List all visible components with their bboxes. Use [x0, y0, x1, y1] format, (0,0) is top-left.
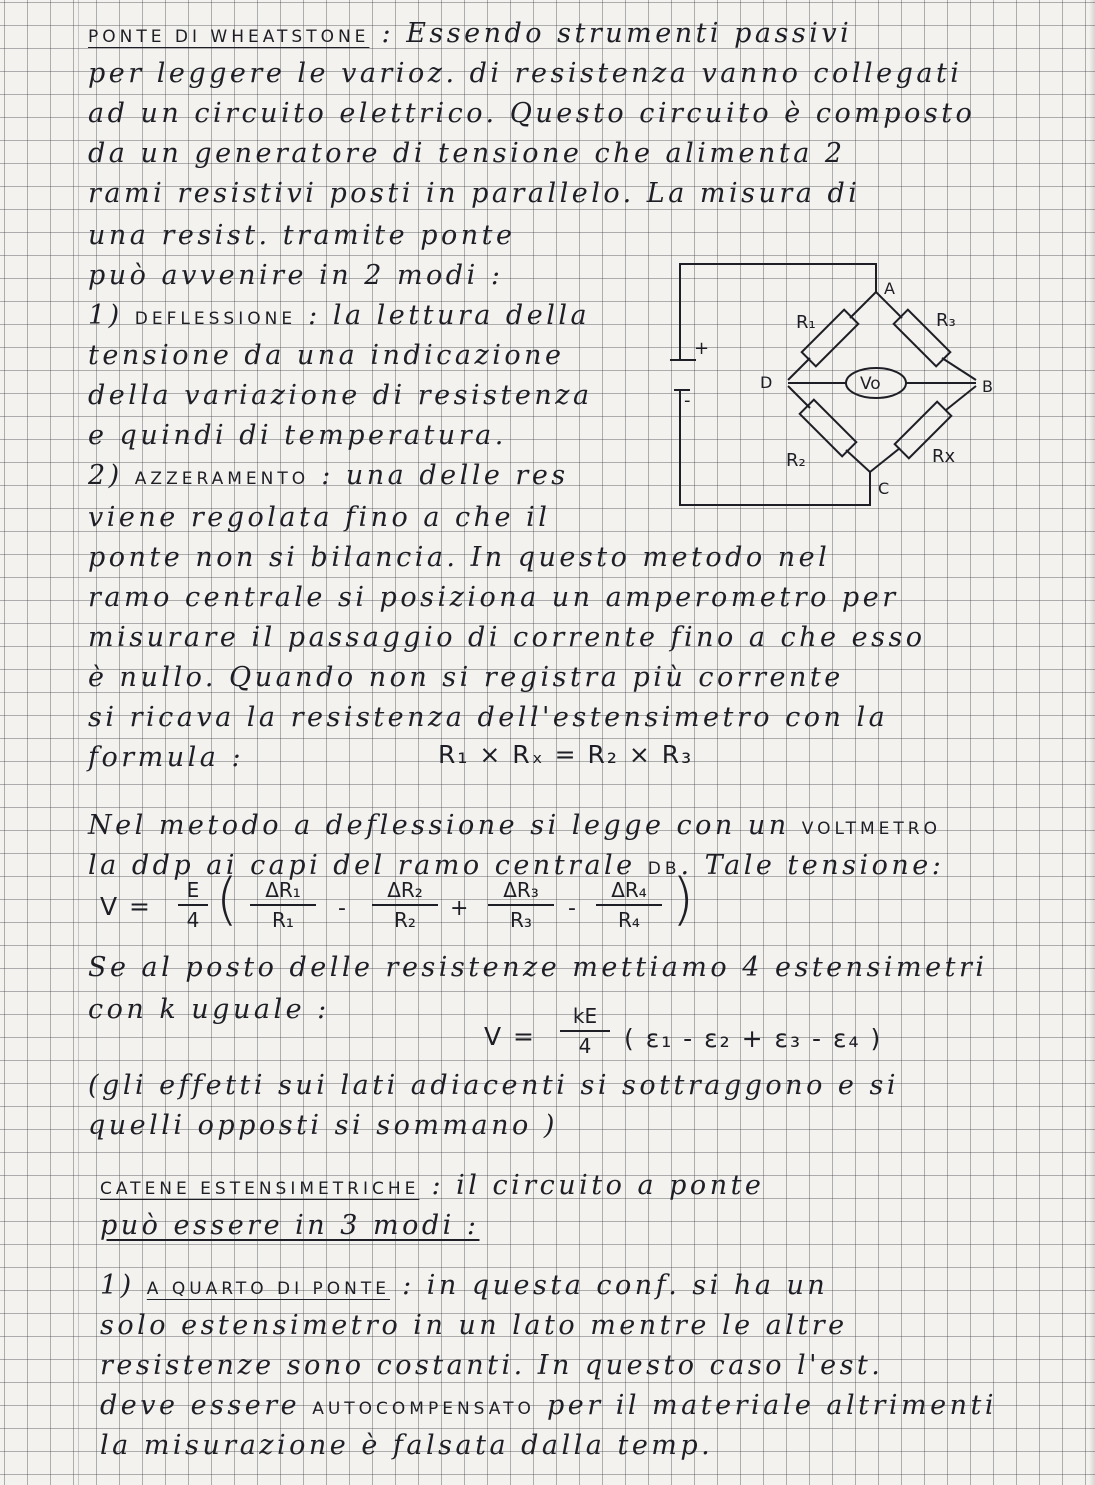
term-2	[372, 878, 438, 932]
text-segment: deve essere	[100, 1390, 313, 1421]
strain-coefficient-numerator: kE	[560, 1004, 610, 1032]
term-1	[250, 878, 316, 932]
text-line	[88, 220, 515, 252]
strain-lhs: V =	[484, 1022, 536, 1051]
text-segment: resistenze sono costanti. In questo caso l'est.	[100, 1350, 884, 1381]
text-line	[88, 742, 244, 774]
text-segment: : la lettura della	[296, 300, 591, 331]
text-line	[88, 810, 941, 845]
term-4-denominator: R₄	[618, 908, 640, 932]
voltmeter-label: Vo	[860, 374, 881, 394]
term-4-numerator: ΔR₄	[596, 878, 662, 906]
caps-heading: PONTE DI WHEATSTONE	[88, 27, 370, 47]
resistor-r2	[800, 400, 857, 457]
text-line	[88, 1110, 558, 1142]
battery-minus-label: -	[684, 390, 691, 411]
text-line	[100, 1170, 764, 1205]
term-4	[596, 878, 662, 932]
strain-body: ( ε₁ - ε₂ + ε₃ - ε₄ )	[624, 1024, 883, 1053]
node-a-label: A	[884, 279, 895, 298]
text-line	[100, 1310, 848, 1342]
sign-1: -	[338, 896, 346, 921]
caps-heading: AZZERAMENTO	[134, 469, 310, 489]
text-segment: della variazione di resistenza	[88, 380, 593, 411]
battery-plus-label: +	[694, 338, 710, 359]
text-line	[88, 622, 926, 654]
wire-d-r1	[788, 358, 810, 380]
text-segment: la ddp ai capi del ramo centrale	[88, 850, 648, 881]
term-3-numerator: ΔR₃	[488, 878, 554, 906]
deflection-coefficient	[178, 878, 208, 932]
text-segment: e quindi di temperatura.	[88, 420, 507, 451]
sign-2: +	[450, 896, 469, 921]
open-paren: (	[216, 867, 238, 932]
strain-coefficient-denominator: 4	[578, 1034, 592, 1058]
text-segment: Se al posto delle resistenze mettiamo 4 estensimetri	[88, 952, 988, 983]
wire-d-r2	[788, 386, 810, 408]
wire-b-r3	[942, 358, 976, 380]
text-line	[88, 994, 330, 1026]
text-segment: quelli opposti si sommano )	[88, 1110, 558, 1141]
text-line	[88, 460, 569, 495]
caps-heading: CATENE ESTENSIMETRICHE	[100, 1179, 420, 1199]
term-2-numerator: ΔR₂	[372, 878, 438, 906]
term-1-numerator: ΔR₁	[250, 878, 316, 906]
term-3-denominator: R₃	[510, 908, 532, 932]
text-line	[88, 340, 564, 372]
node-c-label: C	[878, 479, 890, 498]
text-line	[88, 18, 852, 53]
text-segment: da un generatore di tensione che alimenta 2	[88, 138, 846, 169]
notebook-margin-line	[78, 0, 79, 1485]
wire-bottom	[680, 400, 870, 505]
wire-a-r1	[850, 292, 876, 318]
text-line	[88, 1070, 899, 1102]
wire-c-rx	[870, 448, 900, 472]
text-segment: ponte non si bilancia. In questo metodo nel	[88, 542, 831, 573]
text-segment: 1)	[88, 300, 135, 331]
text-line	[88, 138, 846, 170]
text-line	[100, 1210, 479, 1242]
text-line	[88, 502, 550, 534]
text-line	[88, 380, 593, 412]
text-segment: per il materiale altrimenti	[534, 1390, 998, 1421]
text-segment: viene regolata fino a che il	[88, 502, 551, 533]
text-segment: ramo centrale si posiziona un amperometro per	[88, 582, 899, 613]
text-segment: con k uguale :	[88, 994, 330, 1025]
text-segment: è nullo. Quando non si registra più corrente	[88, 662, 844, 693]
close-paren: )	[672, 867, 694, 932]
text-line	[88, 582, 899, 614]
rx-label: Rx	[932, 446, 956, 467]
text-line	[88, 98, 975, 130]
caps-heading: A QUARTO DI PONTE	[146, 1279, 391, 1299]
balance-formula: R₁ × Rₓ = R₂ × R₃	[438, 740, 694, 769]
text-line	[88, 542, 830, 574]
text-line	[88, 662, 844, 694]
text-segment: : in questa conf. si ha un	[390, 1270, 829, 1301]
caps-heading: DEFLESSIONE	[134, 309, 297, 329]
text-line	[100, 1270, 828, 1305]
text-line	[88, 952, 988, 984]
text-segment: può avvenire in 2 modi :	[88, 260, 504, 291]
strain-coefficient	[560, 1004, 610, 1058]
node-d-label: D	[760, 373, 773, 392]
coefficient-numerator: E	[178, 878, 208, 906]
text-line	[88, 702, 888, 734]
page-edge-shadow	[1089, 0, 1095, 1485]
text-segment: : una delle res	[309, 460, 569, 491]
text-segment: può essere in 3 modi :	[100, 1210, 480, 1241]
text-segment: una resist. tramite ponte	[88, 220, 516, 251]
text-segment: . Tale tensione:	[680, 850, 945, 881]
wheatstone-bridge-diagram	[670, 250, 1000, 520]
caps-heading: VOLTMETRO	[801, 819, 941, 839]
wire-b-rx	[946, 386, 976, 410]
term-2-denominator: R₂	[394, 908, 416, 932]
text-segment: 1)	[100, 1270, 147, 1301]
text-segment: : il circuito a ponte	[419, 1170, 765, 1201]
coefficient-denominator: 4	[186, 908, 200, 932]
sign-3: -	[568, 896, 576, 921]
caps-heading: AUTOCOMPENSATO	[312, 1399, 535, 1419]
text-line	[88, 178, 860, 210]
text-line	[88, 420, 507, 452]
text-line	[100, 1390, 997, 1425]
r2-label: R₂	[786, 450, 806, 471]
text-line	[100, 1350, 883, 1382]
text-line	[88, 58, 962, 90]
text-segment: (gli effetti sui lati adiacenti si sottraggono e si	[88, 1070, 899, 1101]
term-3	[488, 878, 554, 932]
text-line	[88, 300, 590, 335]
caps-heading: DB	[647, 859, 681, 879]
text-segment: si ricava la resistenza dell'estensimetro con la	[88, 702, 889, 733]
text-line	[100, 1430, 713, 1462]
wire-top	[680, 264, 876, 334]
text-segment: rami resistivi posti in parallelo. La misura di	[88, 178, 861, 209]
text-segment: formula :	[88, 742, 245, 773]
text-segment: la misurazione è falsata dalla temp.	[100, 1430, 714, 1461]
text-segment: tensione da una indicazione	[88, 340, 565, 371]
deflection-lhs: V =	[100, 892, 152, 921]
r3-label: R₃	[936, 310, 956, 331]
text-segment: ad un circuito elettrico. Questo circuito è composto	[88, 98, 976, 129]
text-segment: 2)	[88, 460, 135, 491]
text-segment: misurare il passaggio di corrente fino a che esso	[88, 622, 926, 653]
wire-c-r2	[846, 450, 870, 472]
r1-label: R₁	[796, 312, 816, 333]
term-1-denominator: R₁	[272, 908, 294, 932]
text-segment: Nel metodo a deflessione si legge con un	[88, 810, 802, 841]
text-segment: solo estensimetro in un lato mentre le altre	[100, 1310, 848, 1341]
text-segment: : Essendo strumenti passivi	[369, 18, 853, 49]
text-line	[88, 260, 503, 292]
node-b-label: B	[982, 377, 993, 396]
text-segment: per leggere le varioz. di resistenza vanno collegati	[88, 58, 963, 89]
